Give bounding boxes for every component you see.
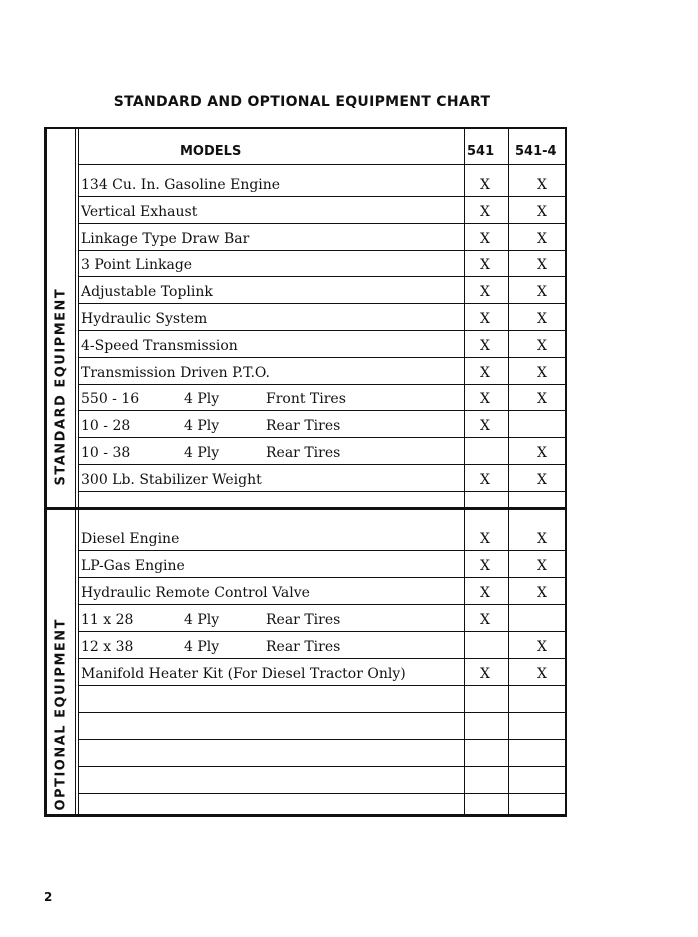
row-rule (78, 766, 565, 767)
item-name: 550 - 16 (81, 391, 140, 407)
row-rule (78, 739, 565, 740)
mark-541: X (480, 585, 490, 601)
item-position: Rear Tires (266, 639, 341, 655)
item-name: 10 - 28 (81, 418, 131, 434)
mark-541-4: X (537, 558, 547, 574)
mark-541-4: X (537, 284, 547, 300)
mark-541-4: X (537, 365, 547, 381)
item-name: 11 x 28 (81, 612, 134, 628)
mark-541: X (480, 391, 490, 407)
item-name: 10 - 38 (81, 445, 131, 461)
item-name: 134 Cu. In. Gasoline Engine (81, 177, 281, 193)
mark-541: X (480, 612, 490, 628)
row-rule (78, 491, 565, 492)
mark-541: X (480, 284, 490, 300)
item-position: Rear Tires (266, 612, 341, 628)
row-rule (78, 712, 565, 713)
mark-541-4: X (537, 231, 547, 247)
row-rule (78, 437, 565, 438)
item-name: Vertical Exhaust (81, 204, 198, 220)
row-rule (78, 604, 565, 605)
mark-541-4: X (537, 531, 547, 547)
header-541-4: 541-4 (515, 144, 557, 159)
item-name: LP-Gas Engine (81, 558, 185, 574)
item-position: Front Tires (266, 391, 346, 407)
row-rule (78, 250, 565, 251)
item-position: Rear Tires (266, 445, 341, 461)
inner-left-rule (75, 129, 76, 814)
standard-equipment-label: STANDARD EQUIPMENT (53, 287, 69, 486)
item-name: Linkage Type Draw Bar (81, 231, 250, 247)
row-rule (78, 330, 565, 331)
mark-541-4: X (537, 666, 547, 682)
page-number: 2 (44, 890, 53, 904)
chart-title: STANDARD AND OPTIONAL EQUIPMENT CHART (113, 94, 491, 110)
mark-541: X (480, 231, 490, 247)
mark-541-4: X (537, 204, 547, 220)
item-ply: 4 Ply (184, 445, 220, 461)
row-rule (78, 303, 565, 304)
item-ply: 4 Ply (184, 639, 220, 655)
header-rule (78, 164, 565, 165)
mark-541-4: X (537, 445, 547, 461)
mark-541-4: X (537, 257, 547, 273)
row-rule (78, 410, 565, 411)
item-ply: 4 Ply (184, 612, 220, 628)
mark-541: X (480, 311, 490, 327)
item-position: Rear Tires (266, 418, 341, 434)
item-name: Diesel Engine (81, 531, 180, 547)
section-divider (47, 507, 565, 510)
mark-541: X (480, 418, 490, 434)
mark-541-4: X (537, 338, 547, 354)
item-name: 4-Speed Transmission (81, 338, 238, 354)
row-rule (78, 276, 565, 277)
item-name: Hydraulic System (81, 311, 208, 327)
item-name: Hydraulic Remote Control Valve (81, 585, 310, 601)
mark-541: X (480, 177, 490, 193)
optional-equipment-label: OPTIONAL EQUIPMENT (53, 617, 69, 811)
mark-541: X (480, 531, 490, 547)
row-rule (78, 631, 565, 632)
item-name: Manifold Heater Kit (For Diesel Tractor Only) (81, 666, 406, 682)
row-rule (78, 357, 565, 358)
mark-541: X (480, 204, 490, 220)
header-541: 541 (467, 144, 495, 159)
item-name: 12 x 38 (81, 639, 134, 655)
mark-541: X (480, 472, 490, 488)
mark-541: X (480, 365, 490, 381)
mark-541-4: X (537, 391, 547, 407)
row-rule (78, 464, 565, 465)
row-rule (78, 793, 565, 794)
row-rule (78, 196, 565, 197)
row-rule (78, 384, 565, 385)
header-models: MODELS (180, 144, 242, 159)
mark-541: X (480, 257, 490, 273)
mark-541: X (480, 338, 490, 354)
mark-541-4: X (537, 639, 547, 655)
item-name: 3 Point Linkage (81, 257, 193, 273)
row-rule (78, 658, 565, 659)
item-name: 300 Lb. Stabilizer Weight (81, 472, 262, 488)
row-rule (78, 685, 565, 686)
row-rule (78, 577, 565, 578)
mark-541-4: X (537, 585, 547, 601)
row-rule (78, 550, 565, 551)
mark-541-4: X (537, 177, 547, 193)
mark-541: X (480, 558, 490, 574)
equipment-chart (44, 127, 567, 817)
item-name: Transmission Driven P.T.O. (81, 365, 270, 381)
item-name: Adjustable Toplink (81, 284, 213, 300)
mark-541: X (480, 666, 490, 682)
item-ply: 4 Ply (184, 418, 220, 434)
mark-541-4: X (537, 311, 547, 327)
item-ply: 4 Ply (184, 391, 220, 407)
row-rule (78, 223, 565, 224)
mark-541-4: X (537, 472, 547, 488)
